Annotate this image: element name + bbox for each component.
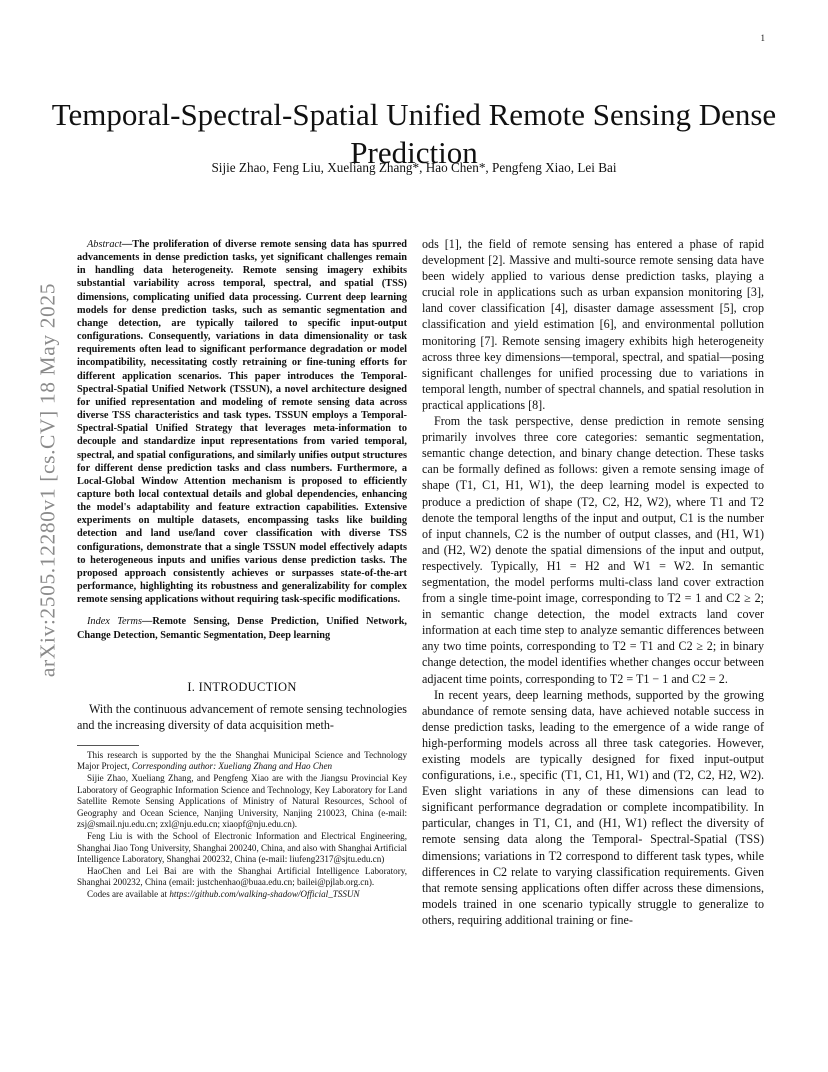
- footnote-rule: [77, 745, 139, 746]
- body-paragraph: From the task perspective, dense prediction in remote sensing primarily involves three core categories: semantic segmentation, semantic change detection, and binary change detection. These tasks can be formally defined as follows: given a remote sensing image of shape (T1, C1, H1, W1), the deep learning model is expected to produce a prediction of shape (T2, C2, H2, W2), where T1 and T2 denote the temporal lengths of the input and output, C1 is the number of input channels, C2 is the number of output classes, and (H1, W1) and (H2, W2) denote the spatial dimensions of the input and output, respectively. Typically, H1 = H2 and W1 = W2. In semantic segmentation, the model performs multi-class land cover extraction from a single time-point image, corresponding to T2 = 1 and C2 ≥ 2; in semantic change detection, the model extracts land cover information at each time step to analyze semantic differences between any two time points, corresponding to T2 = T1 and C2 ≥ 2; in binary change detection, the model identifies whether changes occur between adjacent time points, corresponding to T2 = T1 − 1 and C2 = 2.: [422, 414, 764, 686]
- abstract: [77, 238, 407, 606]
- page-number: 1: [760, 33, 765, 43]
- footnote-sjtu: Feng Liu is with the School of Electronic Information and Electrical Engineering, Shanghai Jiao Tong University, Shanghai 200240, China, and also with Shanghai Artificial Intelligence Laboratory, Shanghai 200232, China (e-mail: liufeng2317@sjtu.edu.cn): [77, 831, 407, 865]
- footnote-ailab: HaoChen and Lei Bai are with the Shanghai Artificial Intelligence Laboratory, Shanghai 200232, China (email: justchenhao@buaa.edu.cn; bailei@pjlab.org.cn).: [77, 865, 407, 888]
- section-heading: I. INTRODUCTION: [187, 679, 297, 694]
- footnote-support-text: This research is supported by the the Shanghai Municipal Science and Technology Major Project,: [77, 749, 407, 772]
- index-terms: [77, 615, 407, 641]
- footnote-nju: Sijie Zhao, Xueliang Zhang, and Pengfeng Xiao are with the Jiangsu Provincial Key Laboratory of Geographic Information Science and Technology, Key Laboratory for Land Satellite Remote Sensing Applications of Ministry of Natural Resources, School of Geography and Ocean Science, Nanjing University, Nanjing 210023, China (e-mail: zsj@smail.nju.edu.cn; zxl@nju.edu.cn; xiaopf@nju.edu.cn).: [77, 773, 407, 830]
- arxiv-stamp: arXiv:2505.12280v1 [cs.CV] 18 May 2025: [35, 282, 60, 678]
- footnote-code-text: Codes are available at: [87, 889, 170, 899]
- author-list: Sijie Zhao, Feng Liu, Xueliang Zhang*, Hao Chen*, Pengfeng Xiao, Lei Bai: [211, 160, 617, 175]
- index-terms-text: —Remote Sensing, Dense Prediction, Unified Network, Change Detection, Semantic Segmentation, Deep learning: [77, 616, 407, 641]
- right-column: [422, 236, 764, 928]
- index-terms-label: Index Terms: [87, 616, 143, 628]
- body-paragraph: ods [1], the field of remote sensing has entered a phase of rapid development [2]. Massive and multi-source remote sensing data have been widely applied to various dense prediction tasks, playing a crucial role in applications such as urban expansion monitoring [3], land cover classification [4], disaster damage assessment [5], crop classification and yield estimation [6], and environmental pollution monitoring [7]. Remote sensing imagery exhibits high heterogeneity across three key dimensions—temporal, spectral, and spatial—posing significant challenges for unified processing due to variations in temporal length, number of spectral channels, and spatial resolution in practical applications [8].: [422, 237, 764, 412]
- footnote-corresponding: Corresponding author: Xueliang Zhang and Hao Chen: [131, 761, 333, 772]
- body-paragraph: In recent years, deep learning methods, supported by the growing abundance of remote sensing data, have achieved notable success in dense prediction tasks, leading to the emergence of a wide range of high-performing models across all three task categories. However, existing models are typically designed for fixed input-output configurations, i.e., specific (T1, C1, H1, W1) and (T2, C2, H2, W2). Even slight variations in any of these dimensions can lead to significant performance degradation or complete incompatibility. In particular, changes in T1, C1, and (H1, W1) reflect the diversity of remote sensing data along the Temporal- Spectral-Spatial (TSS) dimensions; variations in T2 correspond to different task types, while differences in C2 relate to varying classification requirements. Given that remote sensing applications often differ across these dimensions, models trained in one scenario typically struggle to generalize to others, requiring additional training or fine-: [422, 687, 764, 927]
- code-link[interactable]: https://github.com/walking-shadow/Official_TSSUN: [169, 889, 360, 899]
- abstract-text: —The proliferation of diverse remote sensing data has spurred advancements in dense prediction tasks, yet significant challenges remain in handling data heterogeneity. Remote sensing imagery exhibits substantial variability across temporal, spectral, and spatial (TSS) dimensions, complicating unified data processing. Current deep learning models for dense prediction tasks, such as semantic segmentation and change detection, are typically tailored to specific input-output configurations. Consequently, variations in data dimensionality or task requirements often lead to significant performance degradation or model incompatibility, necessitating costly retraining or fine-tuning efforts for different application scenarios. This paper introduces the Temporal-Spectral-Spatial Unified Network (TSSUN), a novel architecture designed for unified representation and modeling of remote sensing data across diverse TSS characteristics and task types. TSSUN employs a Temporal-Spectral-Spatial Unified Strategy that leverages meta-information to decouple and standardize input representations from varied temporal, spectral, and spatial configurations, and similarly unifies output structures for different dense prediction tasks and class numbers. Furthermore, a Local-Global Window Attention mechanism is proposed to efficiently capture both local contextual details and global dependencies, enhancing the model's adaptability and feature extraction capabilities. Extensive experiments on multiple datasets, encompassing tasks like building detection and land use/land cover classification with diverse TSS configurations, demonstrate that a single TSSUN model effectively adapts to heterogeneous inputs and unifies various dense prediction tasks. The proposed approach consistently achieves or surpasses state-of-the-art performance, highlighting its robustness and generalizability for complex remote sensing applications without requiring task-specific modifications.: [77, 239, 407, 606]
- footnote-code: [77, 889, 407, 901]
- left-column: [77, 238, 407, 901]
- abstract-label: Abstract: [87, 239, 122, 250]
- intro-paragraph: With the continuous advancement of remote sensing technologies and the increasing diversity of data acquisition meth-: [77, 701, 407, 732]
- footnote-support: [77, 750, 407, 773]
- paper-title: Temporal-Spectral-Spatial Unified Remote Sensing Dense Prediction: [51, 96, 777, 170]
